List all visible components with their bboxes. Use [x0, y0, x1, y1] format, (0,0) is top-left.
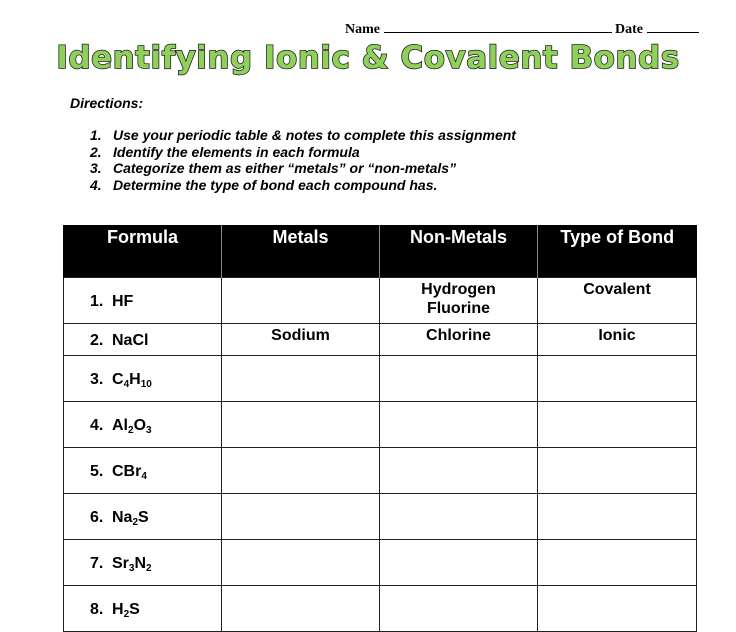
directions-label: Directions:: [70, 95, 144, 111]
direction-item: [90, 144, 516, 161]
formula-text: $Al_2O_3$: [112, 417, 152, 436]
header-metals: Metals: [222, 225, 380, 278]
header-nonmetals: Non-Metals: [380, 225, 538, 278]
worksheet-title: Identifying Ionic & Covalent Bonds: [56, 40, 680, 76]
row-number: 3.: [90, 371, 104, 388]
formula-subscript: 2: [146, 563, 152, 574]
bond-type-cell[interactable]: Covalent: [538, 278, 697, 324]
direction-text: Use your periodic table & notes to complete this assignment: [113, 127, 516, 143]
table-row: [64, 278, 697, 324]
formula-subscript: 2: [123, 609, 130, 620]
row-number: 4.: [90, 417, 104, 434]
direction-text: Determine the type of bond each compound has.: [113, 176, 438, 193]
table-row: [64, 356, 697, 402]
formula-text: HF: [112, 293, 134, 310]
nonmetals-cell[interactable]: [380, 540, 538, 586]
metals-cell[interactable]: [222, 586, 380, 632]
formula-cell: [64, 278, 222, 324]
row-number: 1.: [90, 293, 104, 310]
table-row: [64, 586, 697, 632]
formula-text: $Sr_3N_2$: [112, 555, 152, 574]
formula-text: NaCl: [112, 332, 149, 349]
date-label: Date: [615, 22, 643, 37]
metals-cell[interactable]: [222, 356, 380, 402]
nonmetals-cell[interactable]: [380, 494, 538, 540]
direction-item: [90, 160, 516, 177]
formula-cell: [64, 586, 222, 632]
nonmetals-cell[interactable]: [380, 356, 538, 402]
bond-type-cell[interactable]: [538, 356, 697, 402]
row-number: 5.: [90, 463, 104, 480]
direction-number: 3.: [90, 160, 102, 176]
direction-item: [90, 127, 516, 144]
formula-cell: [64, 324, 222, 356]
table-row: [64, 540, 697, 586]
nonmetals-cell[interactable]: [380, 278, 538, 324]
formula-subscript: 2: [132, 517, 139, 528]
metals-cell[interactable]: Sodium: [222, 324, 380, 356]
row-number: 6.: [90, 509, 104, 526]
nonmetals-cell[interactable]: [380, 324, 538, 356]
formula-text: $C_4H_{10}$: [112, 371, 152, 390]
formula-subscript: 3: [146, 425, 152, 436]
metals-cell[interactable]: [222, 540, 380, 586]
formula-cell: [64, 540, 222, 586]
formula-text: $Na_2S$: [112, 509, 149, 528]
direction-number: 2.: [90, 143, 102, 160]
bond-type-cell[interactable]: [538, 402, 697, 448]
bond-type-cell[interactable]: [538, 494, 697, 540]
name-label: Name: [345, 22, 380, 37]
direction-text: Categorize them as either “metals” or “non-metals”: [113, 160, 457, 176]
formula-cell: [64, 402, 222, 448]
name-date-line: [345, 20, 699, 38]
table-row: [64, 402, 697, 448]
bonds-table: [63, 225, 697, 632]
nonmetal-entry: Hydrogen: [421, 281, 496, 298]
row-number: 8.: [90, 601, 104, 618]
directions-list: [90, 127, 516, 193]
table-row: [64, 324, 697, 356]
bond-type-cell[interactable]: Ionic: [538, 324, 697, 356]
direction-number: 4.: [90, 176, 102, 193]
metals-cell[interactable]: [222, 278, 380, 324]
header-type-of-bond: Type of Bond: [538, 225, 697, 278]
formula-subscript: 2: [128, 425, 134, 436]
formula-subscript: 3: [128, 563, 135, 574]
bond-type-cell[interactable]: [538, 448, 697, 494]
name-blank[interactable]: [384, 20, 612, 33]
row-number: 2.: [90, 332, 104, 349]
metals-cell[interactable]: [222, 448, 380, 494]
formula-cell: [64, 356, 222, 402]
bond-type-cell[interactable]: [538, 540, 697, 586]
bond-type-cell[interactable]: [538, 586, 697, 632]
table-row: [64, 494, 697, 540]
formula-text: $H_2S$: [112, 601, 140, 620]
formula-subscript: 4: [123, 379, 130, 390]
formula-subscript: 4: [141, 471, 147, 482]
date-blank[interactable]: [647, 20, 699, 33]
nonmetals-cell[interactable]: [380, 402, 538, 448]
nonmetal-entry: Fluorine: [426, 300, 491, 317]
nonmetals-cell[interactable]: [380, 448, 538, 494]
formula-text: CBr$_4$: [112, 463, 147, 482]
table-row: [64, 448, 697, 494]
direction-item: [90, 177, 516, 194]
direction-number: 1.: [90, 127, 102, 143]
metals-cell[interactable]: [222, 402, 380, 448]
formula-cell: [64, 494, 222, 540]
formula-cell: [64, 448, 222, 494]
nonmetals-cell[interactable]: [380, 586, 538, 632]
formula-subscript: 10: [140, 379, 152, 390]
nonmetal-entry: Chlorine: [426, 327, 491, 344]
metals-cell[interactable]: [222, 494, 380, 540]
direction-text: Identify the elements in each formula: [113, 143, 360, 160]
row-number: 7.: [90, 555, 104, 572]
table-header-row: [64, 225, 697, 278]
header-formula: Formula: [64, 225, 222, 278]
